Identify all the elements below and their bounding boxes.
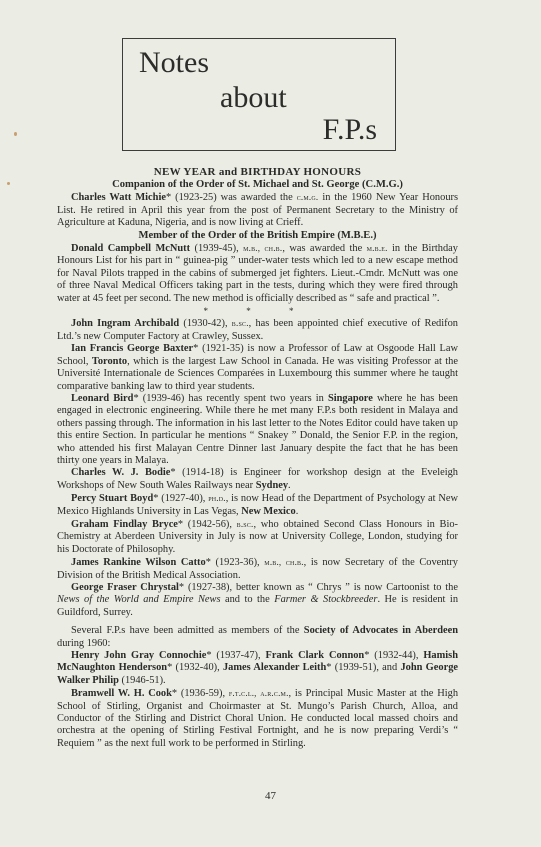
entry-cook: Bramwell W. H. Cook* (1936-59), f.t.c.l., a.r.c.m., is Principal Music Master at the High School of Stirling, Organist and Choirmaster at St. Mungo’s Parish Church, Alloa, and Conductor of the Stirling and District Choral Union. He conducted local massed choirs and orchestra at the opening of Stirling Festival Fortnight, and he is now preparing Verdi’s “ Requiem ” as the next full work to be performed in Stirling.: [57, 688, 459, 749]
entry-bodie: Charles W. J. Bodie* (1914-18) is Engineer for workshop design at the Eveleigh Workshops of New South Wales Railways near Sydney.: [57, 467, 458, 491]
title-line-2: about: [220, 81, 287, 114]
cmg-heading: Companion of the Order of St. Michael and St. George (C.M.G.): [112, 179, 403, 190]
paper-speck: [7, 182, 10, 185]
advocates-intro: Several F.P.s have been admitted as members of the Society of Advocates in Aberdeen during 1960:: [57, 625, 458, 649]
entry-baxter: Ian Francis George Baxter* (1921-35) is now a Professor of Law at Osgoode Hall Law School, Toronto, which is the largest Law School in Canada. He was visiting Professor at the Université Internationale de Sciences Comparées in Luxembourg this summer where he taught comparative banking law to third year students.: [57, 343, 458, 392]
section-heading: NEW YEAR and BIRTHDAY HONOURS: [153, 166, 362, 178]
entry-boyd: Percy Stuart Boyd* (1927-40), ph.d., is now Head of the Department of Psychology at New Mexico Highlands University in Las Vegas, New Mexico.: [57, 493, 458, 517]
mbe-heading: Member of the Order of the British Empire (M.B.E.): [138, 229, 377, 241]
entry-mcnutt: Donald Campbell McNutt (1939-45), m.b., ch.b., was awarded the m.b.e. in the Birthday Honours List for his part in “ guinea-pig ” under-water tests which led to a new escape method for Naval Pilots trapped in the cabins of submerged jet fighters. Lieut.-Cmdr. McNutt was one of three Naval Medical Officers taking part in the tests, during which they were fired through water at 45 feet per second. The new method is officially described as “ safe and practical ”.: [57, 243, 458, 304]
entry-michie: Charles Watt Michie* (1923-25) was awarded the c.m.g. in the 1960 New Year Honours List. He retired in April this year from the post of Permanent Secretary to the Ministry of Agriculture at Kaduna, Nigeria, and is now living at Crieff.: [57, 192, 459, 229]
entry-archibald: John Ingram Archibald (1930-42), b.sc., has been appointed chief executive of Redifon Ltd.’s new Computer Factory at Crawley, Sussex.: [57, 318, 458, 342]
notes-body: [57, 166, 458, 750]
page-number: 47: [265, 790, 276, 802]
entry-bryce: Graham Findlay Bryce* (1942-56), b.sc., who obtained Second Class Honours in Bio-Chemistry at Aberdeen University in July is now at University College, London, studying for his Doctorate of Philosophy.: [57, 518, 458, 555]
advocates-list: Henry John Gray Connochie* (1937-47), Frank Clark Connon* (1932-44), Hamish McNaughton Henderson* (1932-40), James Alexander Leith* (1939-51), and John George Walker Philip (1946-51).: [57, 650, 458, 686]
entry-bird: Leonard Bird* (1939-46) has recently spent two years in Singapore where he has been engaged in electronic engineering. While there he met many F.P.s both resident in Malaya and others passing through. The information in his last letter to the Notes Editor could have taken up this entire Section. In particular he mentions “ Snakey ” Donald, the Senior F.P. in the region, who attended his first Malayan Centre Dinner last January despite the fact that he has been thirty one years in Malaya.: [57, 392, 458, 466]
paper-speck: [14, 132, 17, 136]
separator-stars: * * *: [203, 306, 312, 317]
entry-chrystal: George Fraser Chrystal* (1927-38), better known as “ Chrys ” is now Cartoonist to the News of the World and Empire News and to the Farmer & Stockbreeder. He is resident in Guildford, Surrey.: [57, 582, 459, 618]
title-line-3: F.P.s: [322, 113, 377, 146]
title-box: [122, 38, 396, 151]
title-line-1: Notes: [139, 46, 209, 79]
entry-catto: James Rankine Wilson Catto* (1923-36), m.b., ch.b., is now Secretary of the Coventry Division of the British Medical Association.: [57, 557, 459, 581]
